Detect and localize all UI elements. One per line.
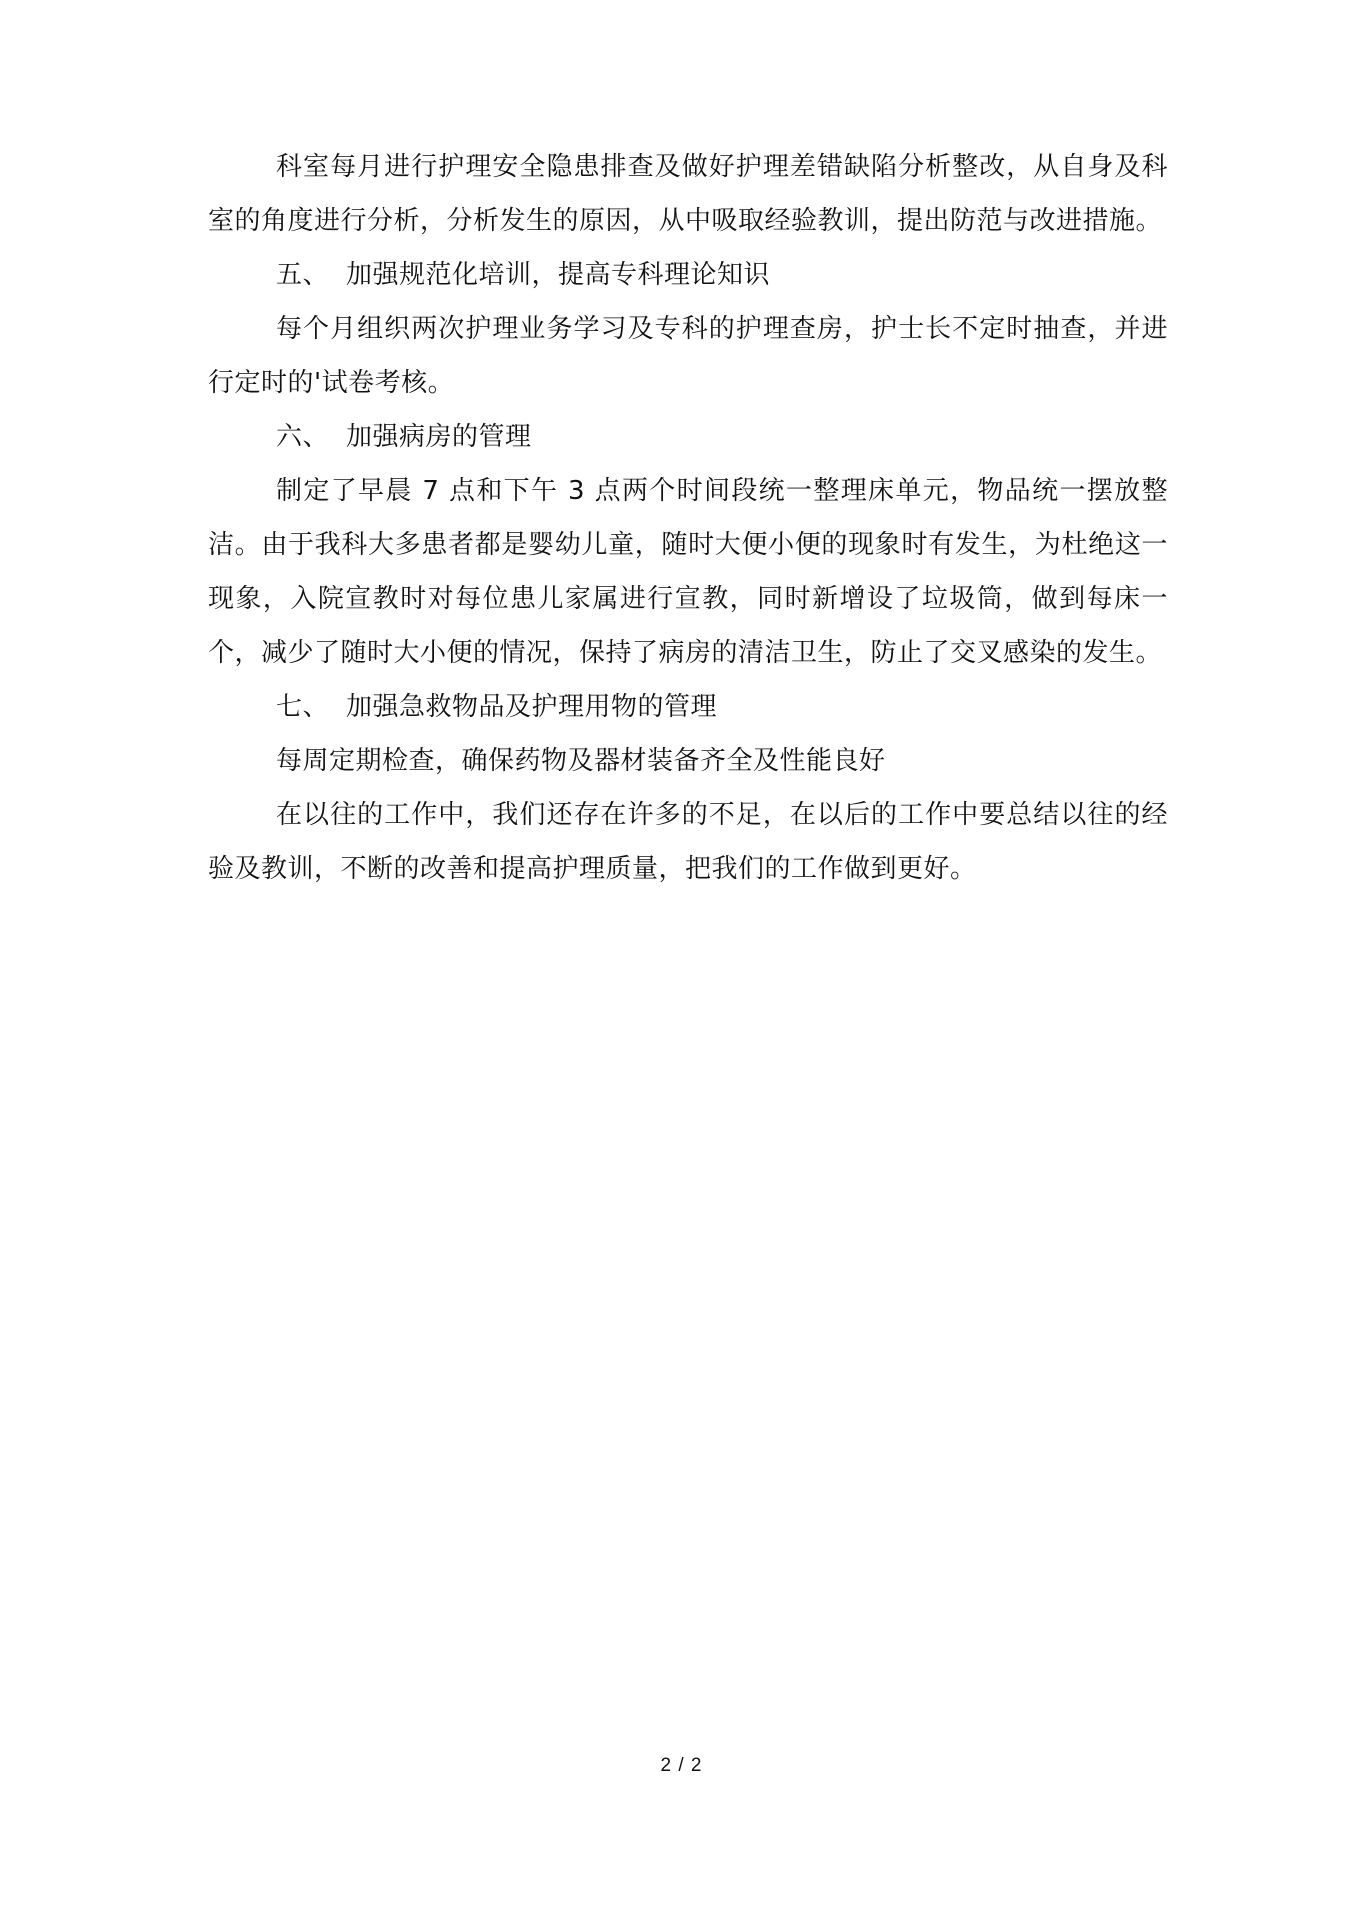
paragraph-weekly-check: 每周定期检查，确保药物及器材装备齐全及性能良好 xyxy=(276,746,886,776)
paragraph-training: 每个月组织两次护理业务学习及专科的护理查房，护士长不定时抽查，并进行定时的'试卷考核。 xyxy=(208,314,1168,398)
section-title: 加强急救物品及护理用物的管理 xyxy=(346,692,718,722)
paragraph-ward-management: 制定了早晨 7 点和下午 3 点两个时间段统一整理床单元，物品统一摆放整洁。由于我科大多患者都是婴幼儿童，随时大便小便的现象时有发生，为杜绝这一现象，入院宣教时对每位患儿家属进行宣教，同时新增设了垃圾筒，做到每床一个，减少了随时大小便的情况，保持了病房的清洁卫生，防止了交叉感染的发生。 xyxy=(208,476,1168,668)
section-heading-7 xyxy=(208,680,1168,734)
document-body xyxy=(208,140,1168,896)
section-title: 加强规范化培训，提高专科理论知识 xyxy=(346,260,771,290)
paragraph-safety-analysis: 科室每月进行护理安全隐患排查及做好护理差错缺陷分析整改，从自身及科室的角度进行分析，分析发生的原因，从中吸取经验教训，提出防范与改进措施。 xyxy=(208,152,1168,236)
section-heading-5 xyxy=(208,248,1168,302)
paragraph-conclusion: 在以往的工作中，我们还存在许多的不足，在以后的工作中要总结以往的经验及教训，不断的改善和提高护理质量，把我们的工作做到更好。 xyxy=(208,800,1168,884)
section-number: 七、 xyxy=(276,692,330,722)
page-number: 2 / 2 xyxy=(660,1755,703,1776)
section-heading-6 xyxy=(208,410,1168,464)
section-number: 五、 xyxy=(276,260,330,290)
section-title: 加强病房的管理 xyxy=(346,422,532,452)
section-number: 六、 xyxy=(276,422,330,452)
